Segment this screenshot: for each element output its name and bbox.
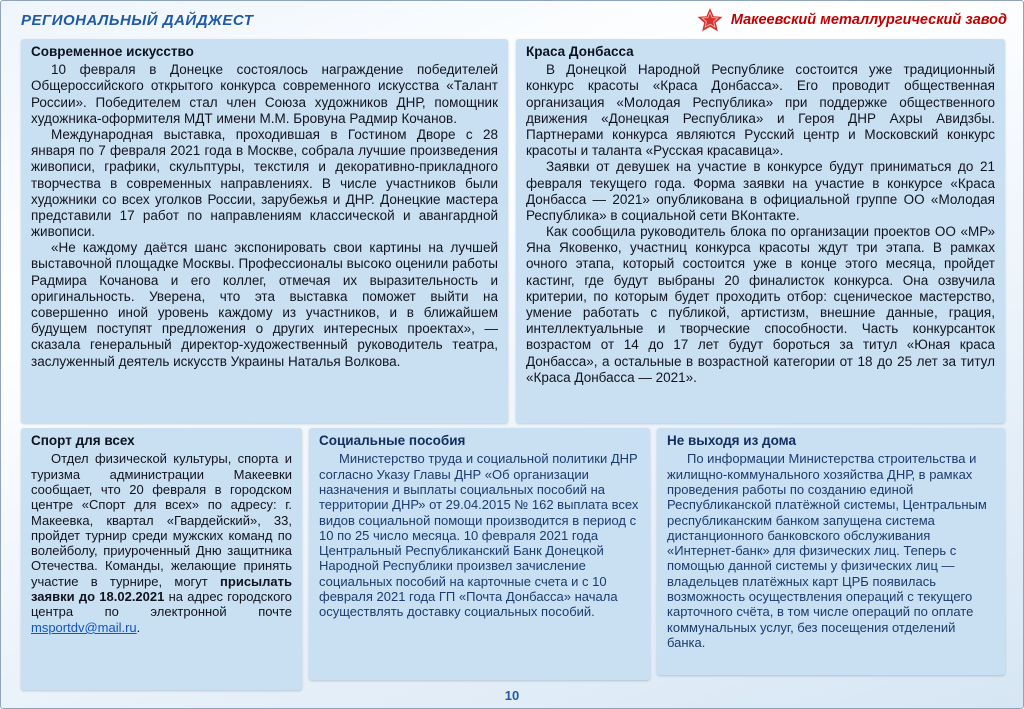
paragraph: 10 февраля в Донецке состоялось награждение победителей Общероссийского открытого конкурса современного искусства «Талант России». Победителем стал член Союза художников ДНР, помощник художника-оформителя МДТ имени М.М. Бровуна Радмир Кочанов.	[31, 62, 498, 126]
paragraph: Заявки от девушек на участие в конкурсе будут приниматься до 21 февраля текущего года. Форма заявки на участие в конкурсе «Краса Донбасса — 2021» опубликована в официальной группе ОО «Молодая Республика» в социальной сети ВКонтакте.	[526, 159, 995, 223]
page-title: РЕГИОНАЛЬНЫЙ ДАЙДЖЕСТ	[21, 11, 254, 29]
page-header	[1, 1, 1023, 37]
article-title-krasa-donbassa: Краса Донбасса	[526, 44, 634, 59]
paragraph: «Не каждому даётся шанс экспонировать свои картины на лучшей выставочной площадке Москвы. Профессионалы высоко оценили работы Радмира Кочанова и его коллег, отмечая их выразительность и оригинальность. Уверена, что эта выставка поможет выйти на совершенно иной уровень каждому из участников, и в ближайшем будущем поступят предложения о других интересных проектах», — сказала генеральный директор-художественный руководитель театра, заслуженный деятель искусств Украины Наталья Волкова.	[31, 240, 498, 369]
email-link[interactable]: msportdv@mail.ru	[31, 619, 137, 635]
article-social-benefits	[309, 428, 650, 680]
brand	[695, 7, 1007, 33]
article-krasa-donbassa	[516, 39, 1005, 423]
paragraph: Как сообщила руководитель блока по организации проектов ОО «МР» Яна Яковенко, участниц конкурса красоты ждут три этапа. В рамках очного этапа, который состоится уже в конце этого месяца, пройдет кастинг, где будут выбраны 20 финалисток конкурса. Она озвучила критерии, по которым будет проходить отбор: сценическое мастерство, умение работать с публикой, артистизм, внешние данные, грация, интеллектуальные и творческие способности. Часть конкурсанток возрастом от 14 до 17 лет будут бороться за титул «Юная краса Донбасса», а остальные в возрастной категории от 18 до 25 лет за титул «Краса Донбасса — 2021».	[526, 224, 995, 385]
sport-text: .	[136, 619, 141, 635]
sport-text: Отдел физической культуры, спорта и туризма администрации Макеевки сообщает, что 20 февраля в городском центре «Спорт для всех» по адресу: г. Макеевка, квартал «Гвардейский», 33, пройдет турнир среди мужских команд по волейболу, приуроченный Дню защитника Отечества. Команды, желающие принять участие в турнире, могут	[31, 451, 292, 589]
paragraph: Министерство труда и социальной политики ДНР согласно Указу Главы ДНР «Об организации назначения и выплаты социальных пособий на территории ДНР» от 29.04.2015 № 162 выплата всех видов социальной помощи производится в период с 10 по 25 число месяца. 10 февраля 2021 года Центральный Республиканский Банк Донецкой Народной Республики произвел зачисление социальных пособий на карточные счета и с 10 февраля 2021 года ГП «Почта Донбасса» начала осуществлять доставку социальных пособий.	[319, 451, 639, 620]
article-modern-art	[21, 39, 508, 423]
star-logo-icon	[695, 7, 725, 33]
company-name: Макеевский металлургический завод	[730, 12, 1007, 28]
sport-text: на адрес городского центра по электронной почте	[31, 589, 292, 620]
page-footer	[1, 687, 1023, 705]
paragraph	[31, 451, 292, 635]
article-title-modern-art: Современное искусство	[31, 44, 194, 59]
article-title-social-benefits: Социальные пособия	[319, 433, 466, 448]
article-sport	[21, 428, 302, 690]
article-title-sport: Спорт для всех	[31, 433, 135, 448]
page-number: 10	[504, 688, 520, 703]
paragraph: Международная выставка, проходившая в Гостином Дворе с 28 января по 7 февраля 2021 года в Москве, собрала лучшие произведения живописи, графики, скульптуры, текстиля и декоративно-прикладного творчества в современных направлениях. В числе участников были художники со всех уголков России, зарубежья и ДНР. Донецкие мастера представили 17 работ по направлениям классической и авангардной живописи.	[31, 126, 498, 240]
article-internet-bank	[657, 428, 1005, 675]
article-title-internet-bank: Не выходя из дома	[667, 433, 796, 448]
paragraph: В Донецкой Народной Республике состоится уже традиционный конкурс красоты «Краса Донбасса». Его проводит общественная организация «Молодая Республика» при поддержке общественного движения «Донецкая Республика» и Героя ДНР Ахры Авидзбы. Партнерами конкурса являются Русский центр и Московский конкурс красоты и таланта «Русская красавица».	[526, 62, 995, 159]
deadline-text: присылать заявки до 18.02.2021	[31, 573, 292, 605]
paragraph: По информации Министерства строительства и жилищно-коммунального хозяйства ДНР, в рамках проведения работы по созданию единой Республиканской платёжной системы, Центральным республиканским банком запущена система дистанционного банковского обслуживания «Интернет-банк» для физических лиц. Теперь с помощью данной системы у физических лиц — владельцев платёжных карт ЦРБ появилась возможность осуществления операций с текущего карточного счёта, в том числе операций по оплате коммунальных услуг, без посещения отделений банка.	[667, 451, 987, 651]
